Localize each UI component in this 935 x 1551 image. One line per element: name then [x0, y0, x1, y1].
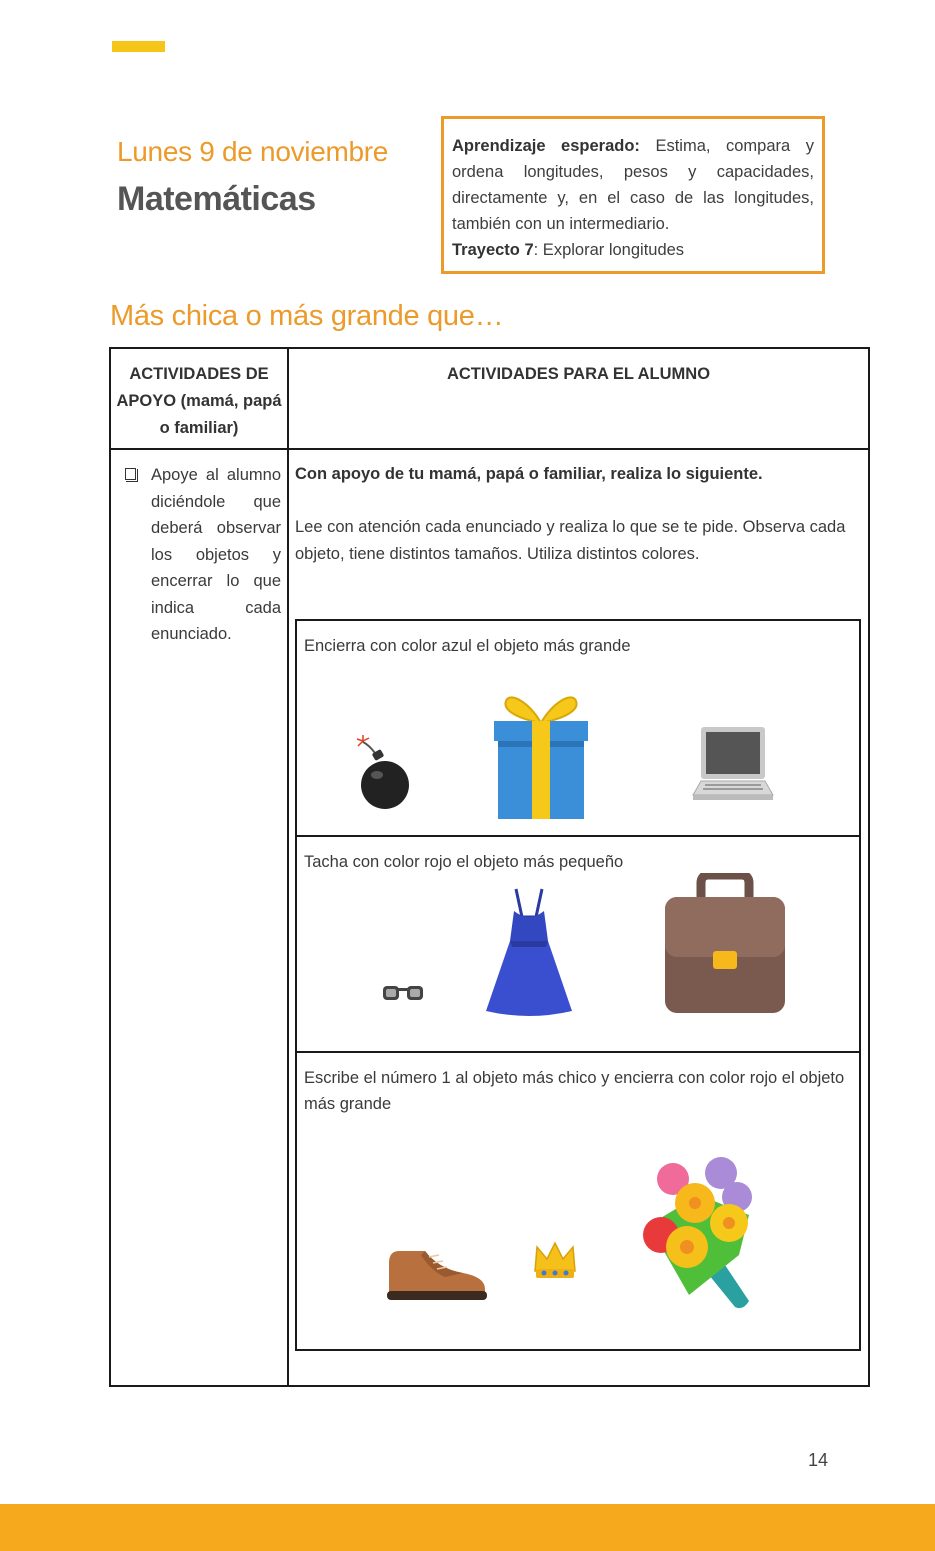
shoe-icon [385, 1243, 489, 1303]
laptop-icon [691, 725, 775, 805]
exercise-box-3 [295, 1051, 861, 1351]
student-instructions [295, 461, 861, 568]
activities-table [109, 347, 870, 1387]
header-divider [111, 448, 868, 450]
trayecto-label: Trayecto 7 [452, 241, 534, 259]
glasses-icon [381, 982, 425, 1004]
column-divider [287, 349, 289, 1385]
dress-icon [484, 887, 574, 1017]
exercise-1-instruction: Encierra con color azul el objeto más grande [304, 637, 631, 655]
briefcase-icon [663, 873, 787, 1015]
lesson-date: Lunes 9 de noviembre [117, 136, 389, 167]
gift-icon [490, 689, 592, 821]
crown-icon [533, 1241, 577, 1281]
top-accent-bar [112, 41, 165, 52]
intro-body-text: Lee con atención cada enunciado y realiza lo que se te pide. Observa cada objeto, tiene distintos tamaños. Utiliza distintos colores. [295, 518, 846, 563]
learning-text: Estima, compara y ordena longitudes, pesos y capacidades, directamente y, en el caso de las longitudes, también con un intermediario. [452, 137, 814, 233]
exercise-2-instruction: Tacha con color rojo el objeto más pequeño [304, 853, 624, 871]
exercise-box-2 [295, 835, 861, 1053]
support-text: Apoye al alumno diciéndole que deberá observar los objetos y encerrar lo que indica cada enunciado. [151, 466, 281, 643]
exercise-box-1 [295, 619, 861, 837]
bomb-icon [353, 733, 413, 815]
page-number: 14 [808, 1450, 829, 1470]
bottom-accent-bar [0, 1504, 935, 1551]
trayecto-text: : Explorar longitudes [533, 241, 685, 259]
learning-label: Aprendizaje esperado: [452, 137, 640, 155]
learning-objective-box [441, 116, 825, 274]
header-support-activities: ACTIVIDADES DE APOYO (mamá, papá o familiar) [116, 365, 282, 437]
bouquet-icon [639, 1155, 763, 1311]
support-instructions [125, 462, 281, 648]
section-title: Más chica o más grande que… [110, 300, 504, 332]
checkbox-bullet-icon [125, 468, 136, 480]
lesson-subject: Matemáticas [117, 180, 316, 218]
intro-bold-text: Con apoyo de tu mamá, papá o familiar, realiza lo siguiente. [295, 465, 763, 483]
header-student-activities: ACTIVIDADES PARA EL ALUMNO [446, 365, 711, 383]
exercise-3-instruction: Escribe el número 1 al objeto más chico y encierra con color rojo el objeto más grande [304, 1069, 845, 1113]
